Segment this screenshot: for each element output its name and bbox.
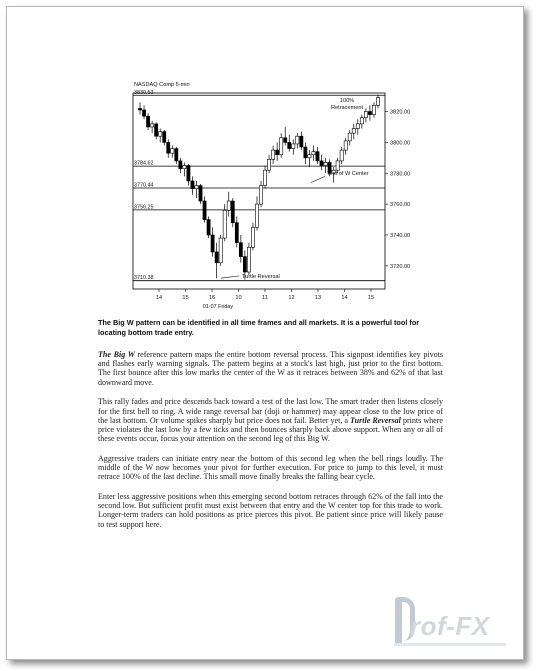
- x-tick-label: 15: [367, 295, 375, 301]
- candle-body: [247, 247, 250, 272]
- candle-body: [308, 155, 311, 158]
- candle-body: [159, 132, 162, 137]
- annotation-pointer: [311, 176, 325, 182]
- x-tick-label: 12: [288, 295, 295, 301]
- annotation-retracement-1: 100%: [339, 98, 355, 104]
- candle-body: [312, 152, 315, 155]
- candle-body: [272, 150, 275, 159]
- candle-body: [368, 112, 371, 115]
- x-tick-label: 15: [182, 295, 189, 301]
- candle-body: [356, 124, 359, 129]
- candle-body: [243, 257, 246, 272]
- candle-body: [255, 204, 258, 227]
- candle-body: [167, 142, 170, 153]
- candle-body: [199, 186, 202, 201]
- document-page: [6, 6, 524, 660]
- candle-body: [251, 227, 254, 247]
- candle-body: [211, 235, 214, 252]
- candle-body: [304, 147, 307, 158]
- annotation-test-w-center: Test of W Center: [327, 170, 369, 177]
- candle-body: [175, 149, 178, 161]
- candle-body: [155, 124, 158, 136]
- candlestick-chart: [117, 79, 417, 319]
- annotation-retracement-2: Retracement: [330, 105, 364, 111]
- candle-body: [288, 142, 291, 148]
- candle-body: [364, 112, 367, 118]
- candle-body: [348, 133, 351, 141]
- y-tick-label: 3720.00: [390, 263, 411, 270]
- candle-body: [138, 108, 141, 110]
- paragraph-2: This rally fades and price descends back toward a test of the last low. The smart trader then listens closely for the first bell to ring. A wide range reversal bar (doji or hammer) may appear close to the low price of the last bottom. Or volume spikes sharply but price does not fail. Better yet, a Turtle Reversal prints where price violates the last low by a few ticks and then bounces sharply back above support. When any or all of these events occur, focus your attention on the second leg of this Big W.: [98, 397, 443, 444]
- candle-body: [146, 116, 149, 127]
- annotation-pointer: [221, 276, 239, 278]
- chart-svg: [117, 79, 417, 319]
- x-tick-label: 13: [314, 295, 322, 301]
- candle-body: [219, 238, 222, 263]
- chart-title: NASDAQ Comp 5-min: [134, 82, 190, 88]
- candle-body: [191, 181, 194, 189]
- candle-body: [179, 161, 182, 169]
- x-tick-label: 16: [208, 295, 216, 301]
- candle-body: [352, 128, 355, 133]
- x-sublabel: 01-07 Friday: [202, 304, 234, 310]
- candle-body: [207, 220, 210, 235]
- candle-body: [292, 144, 295, 149]
- candle-body: [360, 118, 363, 124]
- candle-body: [223, 210, 226, 238]
- prof-fx-watermark-logo: [391, 591, 511, 651]
- candle-body: [183, 166, 186, 169]
- candle-body: [316, 152, 319, 161]
- y-tick-label: 3820.00: [390, 109, 411, 116]
- candle-body: [187, 166, 190, 181]
- paragraph-1: The Big W reference pattern maps the entire bottom reversal process. This signpost identifies key pivots and flashes early warning signals. The pattern begins at a stock's last high, just prior to the first bottom. The first bounce after this low marks the center of the W as it retraces between 38% and 62% of that last downward move.: [98, 350, 444, 387]
- level-label: 3830.53: [134, 89, 154, 96]
- candle-body: [203, 201, 206, 220]
- level-label: 3770.44: [134, 182, 154, 189]
- candle-body: [376, 98, 379, 106]
- candle-body: [372, 105, 375, 114]
- candle-body: [320, 161, 323, 166]
- logo-text: rof-FX: [410, 611, 490, 641]
- term-big-w: The Big W: [98, 350, 135, 359]
- candle-body: [171, 149, 174, 154]
- candle-body: [195, 186, 198, 189]
- candle-body: [344, 141, 347, 150]
- candle-body: [235, 223, 238, 243]
- candle-body: [259, 186, 262, 205]
- annotation-turtle-reversal: Turtle Reversal: [242, 274, 280, 281]
- y-tick-label: 3760.00: [390, 202, 411, 209]
- candle-body: [151, 124, 154, 127]
- candle-body: [142, 110, 145, 116]
- figure-caption: The Big W pattern can be identified in all time frames and all markets. It is a powerful tool for locating bottom trade entry.: [98, 318, 420, 337]
- body-text: [98, 350, 443, 539]
- plot-frame: [133, 93, 385, 289]
- y-tick-label: 3780.00: [390, 171, 411, 178]
- x-tick-label: 14: [341, 295, 348, 301]
- candle-body: [336, 161, 339, 170]
- candle-body: [227, 201, 230, 210]
- x-tick-label: 14: [155, 295, 163, 301]
- candle-body: [300, 136, 303, 147]
- y-tick-label: 3740.00: [390, 232, 411, 239]
- level-label: 3784.62: [134, 160, 154, 167]
- term-turtle-reversal: Turtle Reversal: [350, 415, 401, 425]
- level-label: 3756.25: [134, 204, 154, 211]
- candle-body: [284, 138, 287, 143]
- candle-body: [263, 170, 266, 185]
- candle-body: [280, 138, 283, 155]
- y-tick-label: 3800.00: [390, 140, 411, 147]
- candle-body: [296, 136, 299, 144]
- candle-body: [215, 252, 218, 263]
- x-tick-label: 10: [235, 295, 242, 301]
- candle-body: [324, 162, 327, 165]
- candle-body: [163, 132, 166, 143]
- paragraph-4: Enter less aggressive positions when this emerging second bottom retraces through 62% of the fall into the second low. But sufficient profit must exist between that entry and the W center top for this trade to work. Longer-term traders can hold positions as price pierces this pivot. Be patient since price will likely pause to test support here.: [98, 491, 443, 529]
- level-label: 3710.38: [134, 275, 154, 282]
- x-tick-label: 11: [262, 295, 268, 301]
- candle-body: [239, 243, 242, 257]
- candle-body: [340, 150, 343, 161]
- candle-body: [276, 150, 279, 155]
- candle-body: [231, 201, 234, 223]
- candle-body: [267, 159, 270, 170]
- paragraph-3: Aggressive traders can initiate entry near the bottom of this second leg when the bell rings loudly. The middle of the W now becomes your pivot for further execution. For price to jump to this level, it must retrace 100% of the last decline. This small move finally breaks the falling bear cycle.: [98, 453, 443, 482]
